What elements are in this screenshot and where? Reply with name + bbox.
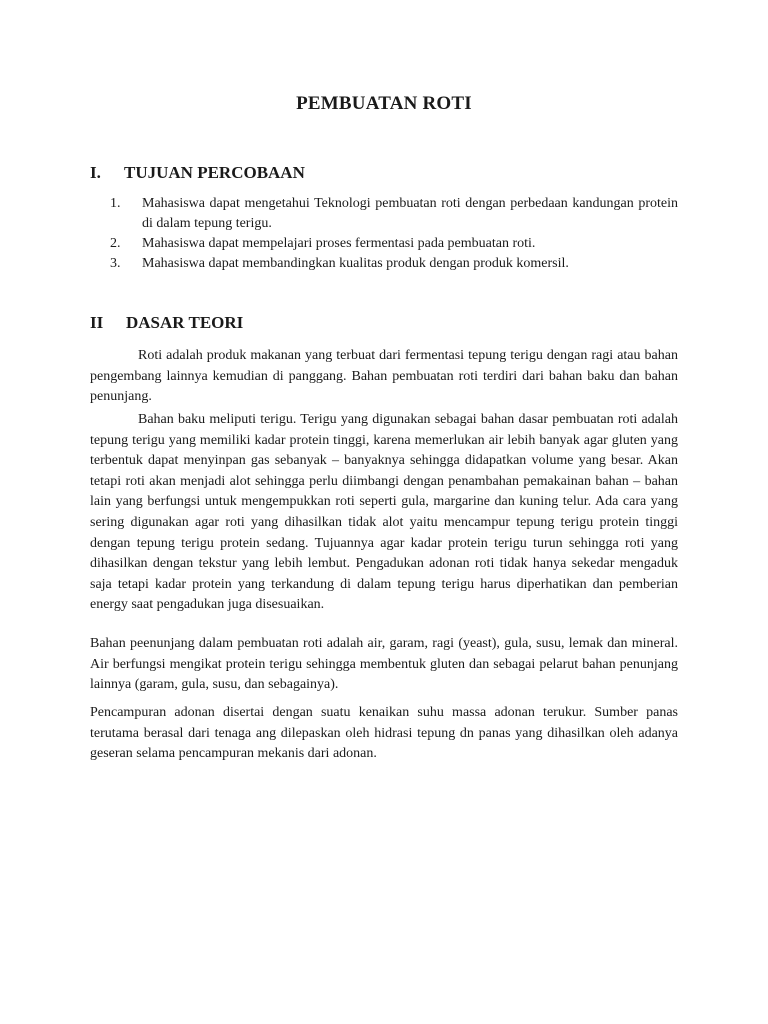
section-heading-dasar-teori [90,313,243,333]
paragraph-bahan-baku: Bahan baku meliputi terigu. Terigu yang digunakan sebagai bahan dasar pembuatan roti adalah tepung terigu yang memiliki kadar protein tinggi, karena memerlukan air lebih banyak agar gluten yang terbentuk dapat menyinpan gas sebanyak – banyaknya sehingga didapatkan volume yang besar. Akan tetapi roti akan menjadi alot sehingga perlu diimbangi dengan penambahan pemakainan bahan – bahan lain yang berfungsi untuk mengempukkan roti seperti gula, margarine dan kuning telur. Ada cara yang sering digunakan agar roti yang dihasilkan tidak alot yaitu mencampur tepung terigu protein tinggi dengan tepung terigu protein sedang. Tujuannya agar kadar protein terigu turun sehingga roti yang dihasilkan dengan tekstur yang lebih lembut. Pengadukan adonan roti tidak hanya sekedar mengaduk saja tetapi kadar protein yang terkandung di dalam tepung terigu harus diperhatikan dan pemberian energy saat pengadukan juga disesuaikan. [90,412,678,613]
list-item-number: 2. [110,236,121,251]
list-item-text: Mahasiswa dapat mengetahui Teknologi pembuatan roti dengan perbedaan kandungan protein di dalam tepung terigu. [142,196,678,231]
list-item [110,194,678,234]
paragraph-pencampuran: Pencampuran adonan disertai dengan suatu kenaikan suhu massa adonan terukur. Sumber panas terutama berasal dari tenaga ang dilepaskan oleh hidrasi tepung dn panas yang dihasilkan oleh adanya geseran selama pencampuran mekanis dari adonan. [90,705,678,762]
list-item [110,254,678,274]
list-item [110,234,678,254]
list-item-text: Mahasiswa dapat mempelajari proses fermentasi pada pembuatan roti. [142,236,536,251]
section-number: I. [90,163,101,182]
document-title: PEMBUATAN ROTI [296,93,472,114]
list-item-number: 3. [110,256,121,271]
section-number: II [90,313,104,332]
list-item-number: 1. [110,196,121,211]
list-item-text: Mahasiswa dapat membandingkan kualitas produk dengan produk komersil. [142,256,569,271]
section-heading-tujuan [90,163,305,183]
section-title: TUJUAN PERCOBAAN [124,163,305,182]
paragraph-bahan-penunjang: Bahan peenunjang dalam pembuatan roti adalah air, garam, ragi (yeast), gula, susu, lemak dan mineral. Air berfungsi mengikat protein terigu sehingga membentuk gluten dan sebagai pelarut bahan penunjang lainnya (garam, gula, susu, dan sebagainya). [90,636,678,693]
paragraph-definisi-roti: Roti adalah produk makanan yang terbuat dari fermentasi tepung terigu dengan ragi atau bahan pengembang lainnya kemudian di panggang. Bahan pembuatan roti terdiri dari bahan baku dan bahan penunjang. [90,348,678,405]
section-title: DASAR TEORI [126,313,244,332]
objectives-list [110,194,678,274]
